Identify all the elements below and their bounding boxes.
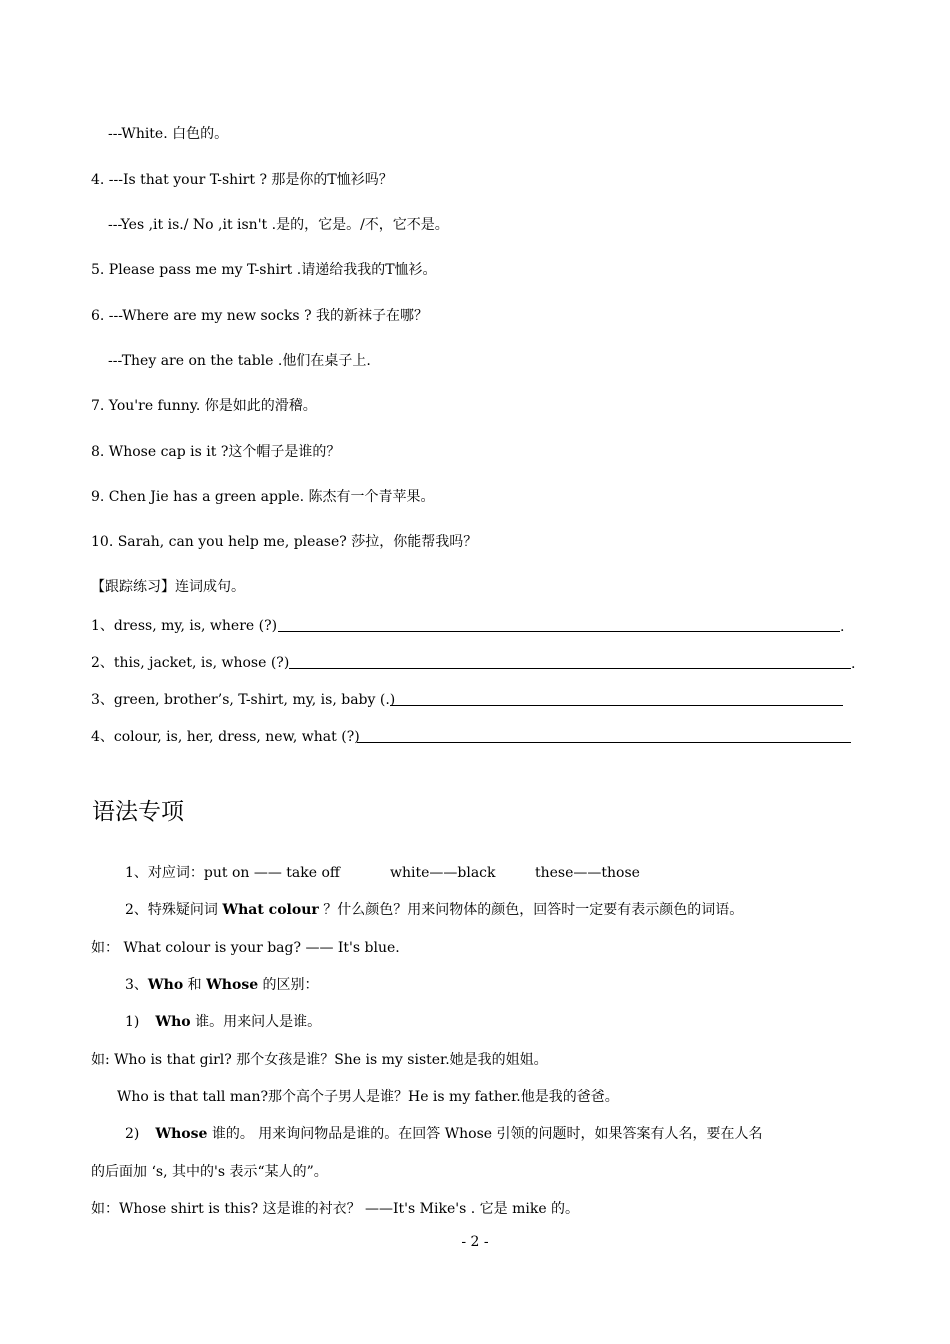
who-definition <box>125 1013 321 1031</box>
whose-desc: 谁的。 用来询问物品是谁的。在回答 Whose 引领的问题时，如果答案有人名，要在人名 <box>207 1126 763 1142</box>
who-keyword: Who <box>155 1014 191 1030</box>
grammar-point-2-keyword: What colour <box>222 902 319 918</box>
who-example-2: Who is that tall man?那个高个子男人是谁？He is my father.他是我的爸爸。 <box>117 1089 619 1105</box>
who-number: 1) <box>125 1014 140 1030</box>
who-desc: 谁。用来问人是谁。 <box>190 1014 322 1030</box>
grammar-point-3-whose: Whose <box>206 977 259 993</box>
grammar-title: 语法专项 <box>92 799 184 825</box>
answer-line-3[interactable] <box>390 705 843 706</box>
answer-line-1[interactable] <box>278 631 840 632</box>
grammar-point-2-pre: 2、特殊疑问词 <box>125 902 223 918</box>
practice-item-1-end: . <box>840 619 845 635</box>
answer-line-4[interactable] <box>357 742 851 743</box>
whose-definition <box>125 1125 763 1143</box>
sentence-6-question: 6. ---Where are my new socks ? 我的新袜子在哪？ <box>91 308 429 324</box>
grammar-point-3-post: 的区别： <box>258 977 319 993</box>
whose-example: 如：Whose shirt is this? 这是谁的衬衣？ ——It's Mike's . 它是 mike 的。 <box>91 1201 580 1217</box>
practice-item-4: 4、colour, is, her, dress, new, what (?) <box>91 729 360 745</box>
who-example-1: 如: Who is that girl? 那个女孩是谁？She is my sister.她是我的姐姐。 <box>91 1052 548 1068</box>
grammar-point-1-b: white——black <box>390 865 496 881</box>
grammar-point-1-c: these——those <box>535 865 640 881</box>
sentence-4-question: 4. ---Is that your T-shirt ? 那是你的T恤衫吗？ <box>91 172 393 188</box>
practice-heading: 【跟踪练习】连词成句。 <box>91 579 245 595</box>
whose-keyword: Whose <box>155 1126 208 1142</box>
answer-line-2[interactable] <box>289 668 851 669</box>
sentence-7: 7. You're funny. 你是如此的滑稽。 <box>91 398 317 414</box>
grammar-point-2-post: ？什么颜色？用来问物体的颜色，回答时一定要有表示颜色的词语。 <box>318 902 744 918</box>
practice-item-3: 3、green, brother’s, T-shirt, my, is, baby (.) <box>91 692 396 708</box>
grammar-point-3-who: Who <box>147 977 184 993</box>
page-number: - 2 - <box>461 1234 489 1250</box>
sentence-4-answer: ---Yes ,it is./ No ,it isn't .是的，它是。/不，它不是。 <box>108 217 449 233</box>
practice-item-2: 2、this, jacket, is, whose (?) <box>91 655 290 671</box>
sentence-9: 9. Chen Jie has a green apple. 陈杰有一个青苹果。 <box>91 489 435 505</box>
grammar-point-2 <box>125 901 743 919</box>
practice-item-2-end: . <box>851 656 856 672</box>
grammar-point-3-pre: 3、 <box>125 977 148 993</box>
practice-item-1: 1、dress, my, is, where (?) <box>91 618 278 634</box>
sentence-6-answer: ---They are on the table .他们在桌子上. <box>108 353 371 369</box>
grammar-point-3 <box>125 976 319 994</box>
grammar-point-2-example: 如： What colour is your bag? —— It's blue. <box>91 940 400 956</box>
grammar-point-3-mid: 和 <box>183 977 207 993</box>
whose-continuation: 的后面加 ‘s, 其中的's 表示“某人的”。 <box>91 1164 328 1180</box>
sentence-5: 5. Please pass me my T-shirt .请递给我我的T恤衫。 <box>91 262 437 278</box>
sentence-10: 10. Sarah, can you help me, please? 莎拉，你能帮我吗？ <box>91 534 478 550</box>
sentence-8: 8. Whose cap is it ?这个帽子是谁的？ <box>91 444 341 460</box>
whose-number: 2) <box>125 1126 140 1142</box>
grammar-point-1-a: 1、对应词：put on —— take off <box>125 865 340 881</box>
sentence-3-answer: ---White. 白色的。 <box>108 126 229 142</box>
